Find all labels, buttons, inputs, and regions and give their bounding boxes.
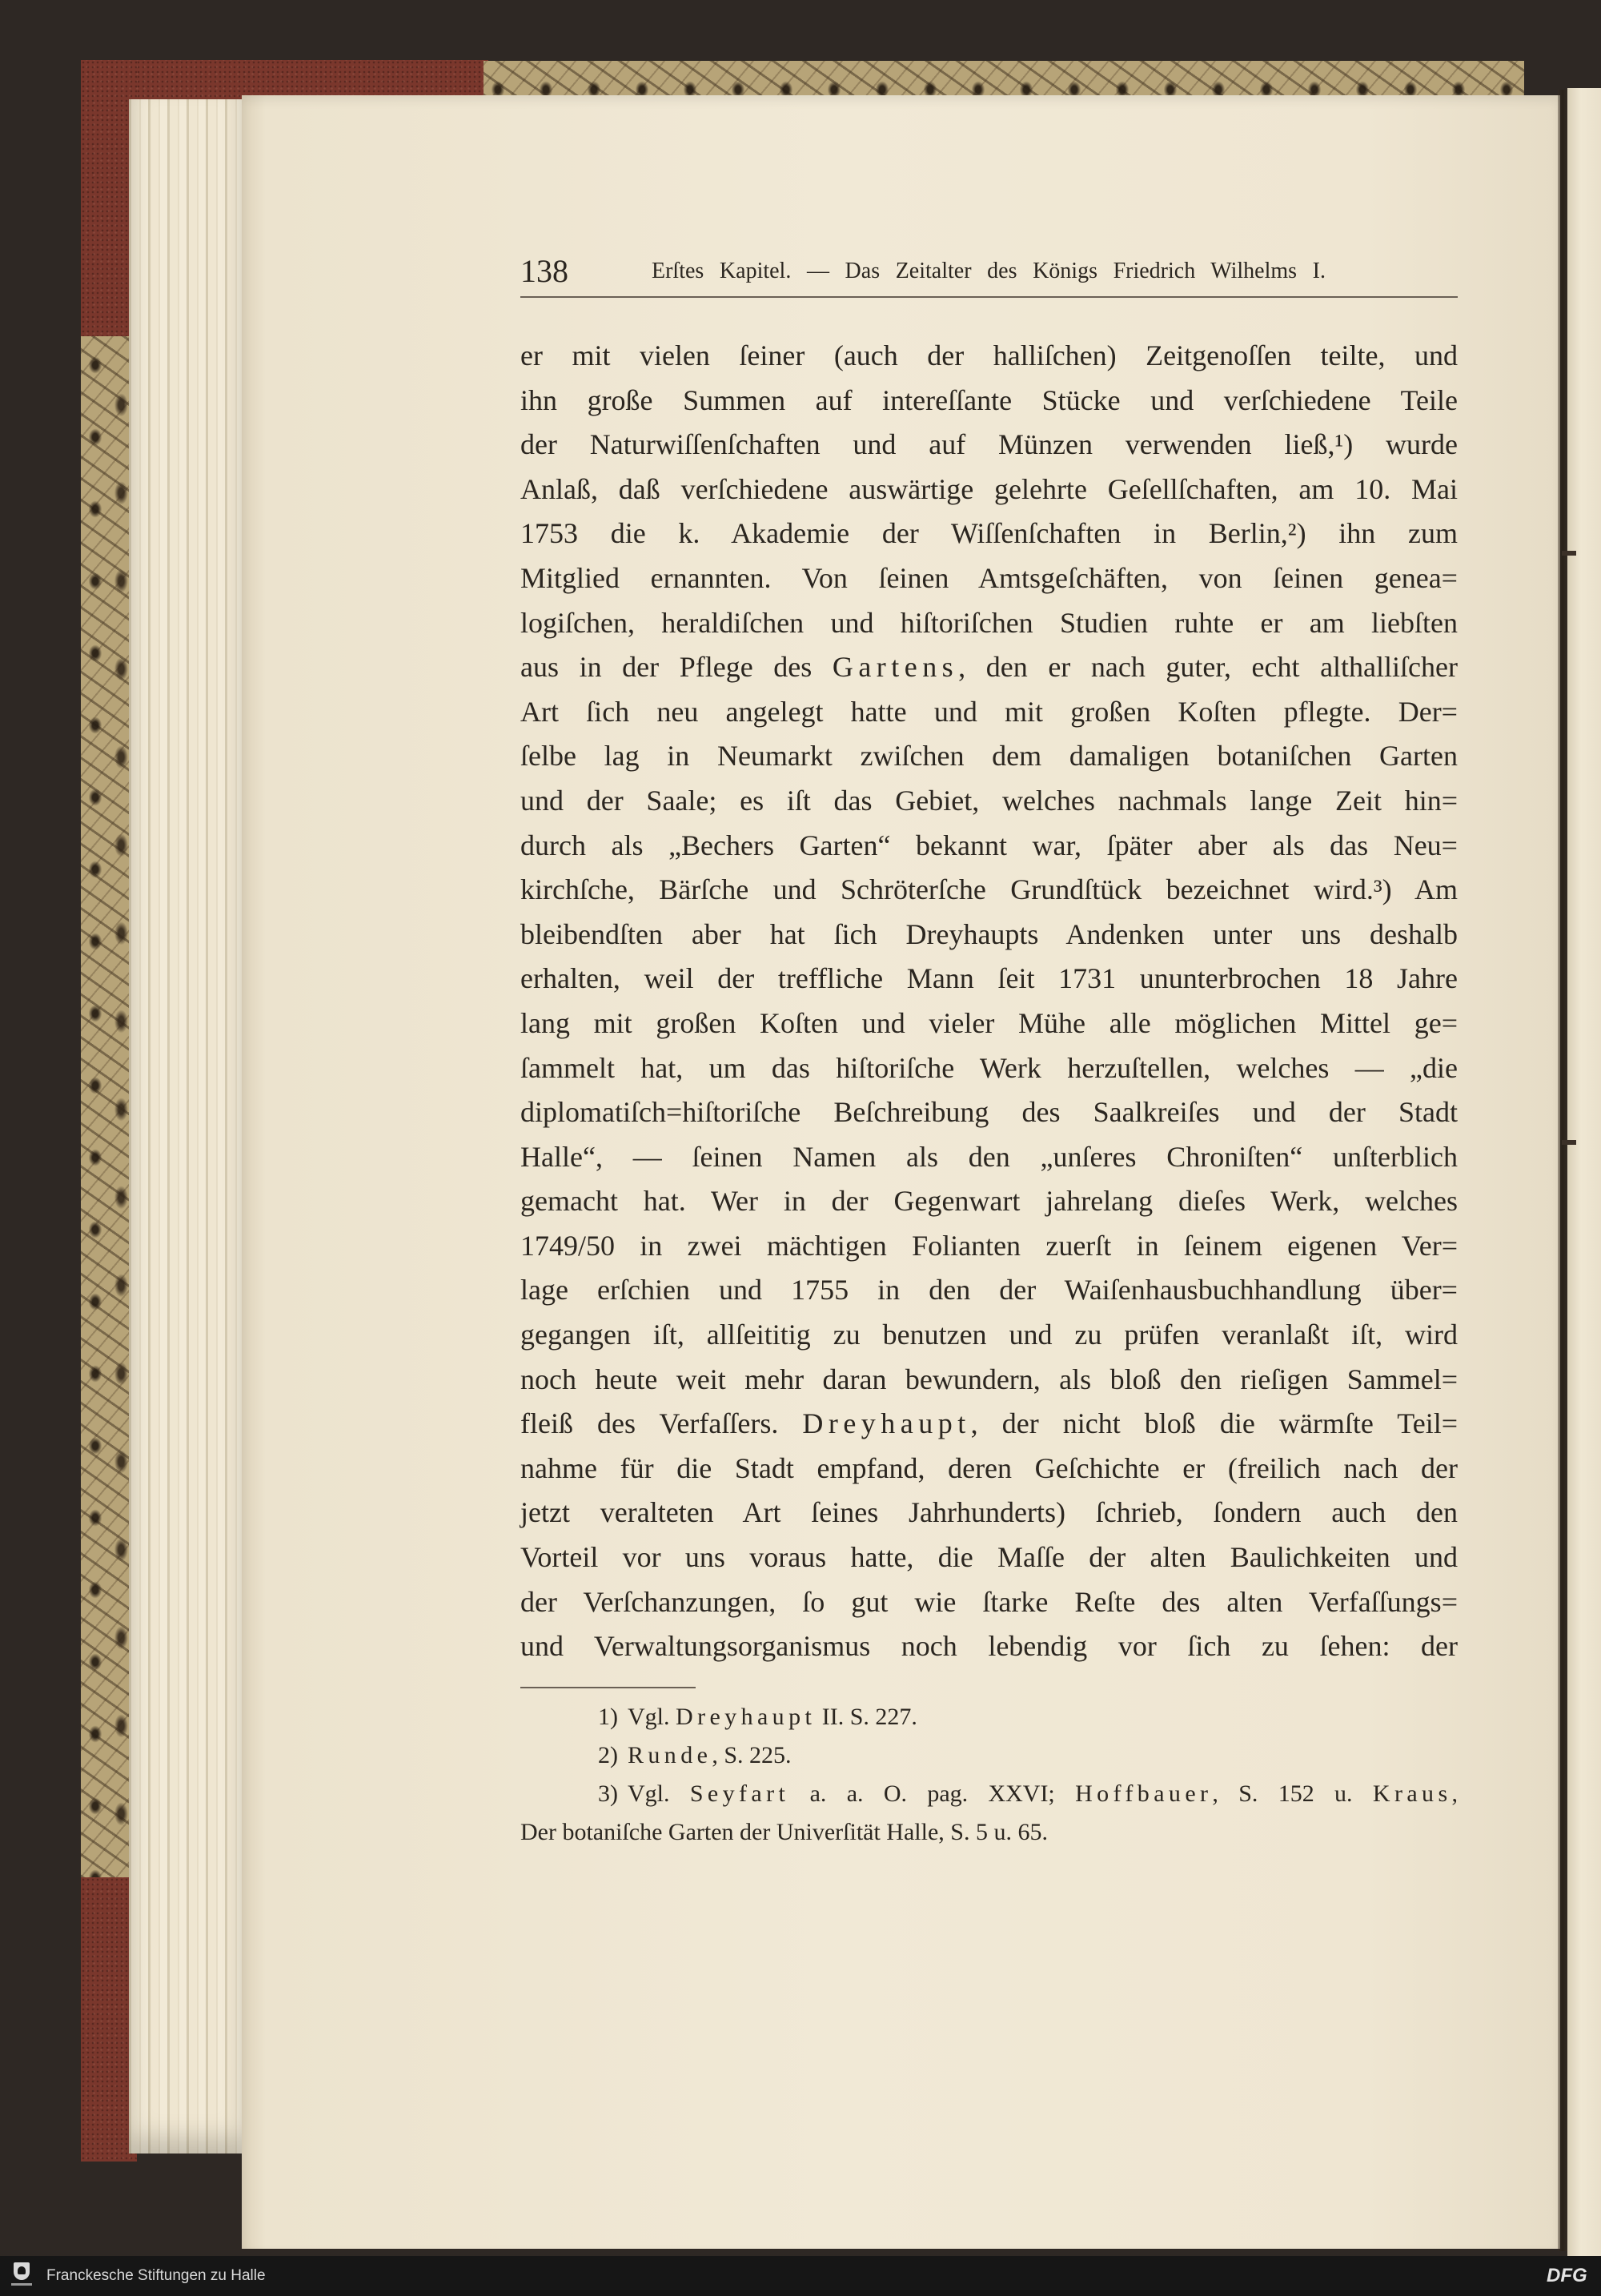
- body-text-line: [520, 1090, 1458, 1135]
- body-text-line: [520, 1624, 1458, 1669]
- letter-spaced-name: Dreyhaupt: [802, 1407, 971, 1440]
- text-segment: ,: [1451, 1780, 1459, 1807]
- body-text-line: [520, 1580, 1458, 1625]
- text-segment: bleibendſten aber hat ſich Dreyhaupts Andenken unter uns deshalb: [520, 917, 1458, 950]
- footnote-line: [520, 1736, 1458, 1775]
- text-segment: Der botaniſche Garten der Univerſität Halle, S. 5 u. 65.: [520, 1819, 1048, 1845]
- text-segment: und der Saale; es iſt das Gebiet, welches nachmals lange Zeit hin=: [520, 784, 1458, 817]
- text-segment: 1753 die k. Akademie der Wiſſenſchaften in Berlin,²) ihn zum: [520, 517, 1458, 550]
- body-text-line: [520, 334, 1458, 379]
- body-text-line: [520, 1268, 1458, 1313]
- body-text-line: [520, 1402, 1458, 1447]
- body-text-line: [520, 1046, 1458, 1091]
- page-gutter-shadow: [1558, 90, 1567, 2251]
- footnote-number: 1): [598, 1704, 618, 1730]
- footer-funder-logo: DFG: [1547, 2265, 1587, 2286]
- body-text-line: [520, 423, 1458, 468]
- text-segment: diplomatiſch=hiſtoriſche Beſchreibung des Saalkreiſes und der Stadt: [520, 1096, 1458, 1129]
- text-segment: kirchſche, Bärſche und Schröterſche Grundſtück bezeichnet wird.³) Am: [520, 873, 1458, 906]
- running-head: Erſtes Kapitel. — Das Zeitalter des Königs Friedrich Wilhelms I.: [652, 259, 1326, 283]
- body-text-line: [520, 1447, 1458, 1491]
- text-segment: logiſchen, heraldiſchen und hiſtoriſchen Studien ruhte er am liebſten: [520, 606, 1458, 639]
- text-segment: fleiß des Verfaſſers.: [520, 1407, 803, 1440]
- body-text-line: [520, 556, 1458, 601]
- footnote-number: 2): [598, 1742, 618, 1768]
- text-segment: 1749/50 in zwei mächtigen Folianten zuerſt in ſeinem eigenen Ver=: [520, 1229, 1458, 1262]
- footnote-line: [520, 1775, 1458, 1813]
- letter-spaced-name: Hoffbauer: [1075, 1780, 1213, 1807]
- text-segment: a. a. O. pag. XXVI;: [789, 1780, 1076, 1807]
- letter-spaced-name: Seyfart: [689, 1780, 790, 1807]
- text-segment: jetzt veralteten Art ſeines Jahrhunderts) ſchrieb, ſondern auch den: [520, 1496, 1458, 1529]
- footnote-line: [520, 1698, 1458, 1736]
- body-text-line: [520, 468, 1458, 512]
- text-segment: der Verſchanzungen, ſo gut wie ſtarke Reſte des alten Verfaſſungs=: [520, 1585, 1458, 1618]
- body-text-line: [520, 1001, 1458, 1046]
- body-text-line: [520, 824, 1458, 869]
- text-segment: Halle“, — ſeinen Namen als den „unſeres Chroniſten“ unſterblich: [520, 1140, 1458, 1173]
- crest-base: [11, 2283, 32, 2286]
- text-segment: ihn große Summen auf intereſſante Stücke und verſchiedene Teile: [520, 383, 1458, 416]
- text-segment: Art ſich neu angelegt hatte und mit großen Koſten pflegte. Der=: [520, 695, 1458, 728]
- footnotes: [520, 1698, 1458, 1852]
- body-text-line: [520, 913, 1458, 957]
- text-segment: ſelbe lag in Neumarkt zwiſchen dem damaligen botaniſchen Garten: [520, 740, 1458, 773]
- text-segment: noch heute weit mehr daran bewundern, als bloß den rieſigen Sammel=: [520, 1363, 1458, 1395]
- crest-emblem: [18, 2266, 26, 2274]
- text-segment: Anlaß, daß verſchiedene auswärtige gelehrte Geſellſchaften, am 10. Mai: [520, 472, 1458, 505]
- foundation-crest-icon: [10, 2261, 34, 2291]
- text-segment: , der nicht bloß die wärmſte Teil=: [970, 1407, 1458, 1440]
- body-text: [520, 334, 1458, 1669]
- text-segment: erhalten, weil der treffliche Mann ſeit 1731 ununterbrochen 18 Jahre: [520, 962, 1458, 995]
- text-segment: , den er nach guter, echt althalliſcher: [958, 651, 1458, 684]
- text-segment: er mit vielen ſeiner (auch der halliſchen) Zeitgenoſſen teilte, und: [520, 339, 1458, 371]
- text-segment: aus in der Pflege des: [520, 651, 833, 684]
- letter-spaced-name: Dreyhaupt: [676, 1704, 817, 1730]
- text-segment: Vorteil vor uns voraus hatte, die Maſſe der alten Baulichkeiten und: [520, 1541, 1458, 1574]
- body-text-line: [520, 690, 1458, 735]
- body-text-line: [520, 601, 1458, 646]
- body-text-line: [520, 1179, 1458, 1224]
- margin-mark: [1562, 1140, 1576, 1145]
- body-text-line: [520, 1224, 1458, 1269]
- text-segment: lage erſchien und 1755 in den der Waiſenhausbuchhandlung über=: [520, 1274, 1458, 1307]
- text-segment: , S. 152 u.: [1212, 1780, 1373, 1807]
- marbled-cover-left: [81, 336, 135, 1877]
- text-segment: lang mit großen Koſten und vieler Mühe alle möglichen Mittel ge=: [520, 1006, 1458, 1039]
- text-segment: und Verwaltungsorganismus noch lebendig vor ſich zu ſehen: der: [520, 1630, 1458, 1663]
- text-segment: gegangen iſt, allſeititig zu benutzen und zu prüfen veranlaßt iſt, wird: [520, 1319, 1458, 1351]
- text-segment: nahme für die Stadt empfand, deren Geſchichte er (freilich nach der: [520, 1451, 1458, 1484]
- text-segment: der Naturwiſſenſchaften und auf Münzen verwenden ließ,¹) wurde: [520, 428, 1458, 461]
- text-segment: ſammelt hat, um das hiſtoriſche Werk herzuſtellen, welches — „die: [520, 1051, 1458, 1084]
- marbled-endpaper-top: [484, 61, 1524, 96]
- footer-institution: Franckesche Stiftungen zu Halle: [46, 2267, 266, 2284]
- body-text-line: [520, 1358, 1458, 1403]
- footnote-rule: [520, 1687, 696, 1688]
- footnote-line: [520, 1813, 1458, 1852]
- body-text-line: [520, 1313, 1458, 1358]
- body-text-line: [520, 1491, 1458, 1535]
- body-text-line: [520, 734, 1458, 779]
- body-text-line: [520, 379, 1458, 423]
- body-text-line: [520, 1135, 1458, 1180]
- page-stack-edges: [129, 99, 245, 2154]
- text-segment: , S. 225.: [712, 1742, 792, 1768]
- body-text-line: [520, 512, 1458, 556]
- header-rule: [520, 296, 1458, 298]
- page-number: 138: [520, 253, 568, 289]
- text-segment: Vgl.: [628, 1780, 690, 1807]
- letter-spaced-name: Gartens: [832, 651, 959, 684]
- letter-spaced-name: Runde: [628, 1742, 712, 1768]
- text-segment: Vgl.: [628, 1704, 676, 1730]
- body-text-line: [520, 957, 1458, 1001]
- text-segment: II. S. 227.: [816, 1704, 917, 1730]
- next-page-edge: [1567, 88, 1601, 2256]
- letter-spaced-name: Kraus: [1372, 1780, 1452, 1807]
- body-text-line: [520, 645, 1458, 690]
- margin-mark: [1562, 551, 1576, 556]
- text-segment: durch als „Bechers Garten“ bekannt war, ſpäter aber als das Neu=: [520, 829, 1458, 861]
- body-text-line: [520, 1535, 1458, 1580]
- text-segment: gemacht hat. Wer in der Gegenwart jahrelang dieſes Werk, welches: [520, 1185, 1458, 1218]
- body-text-line: [520, 779, 1458, 824]
- footnote-number: 3): [598, 1780, 618, 1807]
- text-segment: Mitglied ernannten. Von ſeinen Amtsgeſchäften, von ſeinen genea=: [520, 561, 1458, 594]
- body-text-line: [520, 868, 1458, 913]
